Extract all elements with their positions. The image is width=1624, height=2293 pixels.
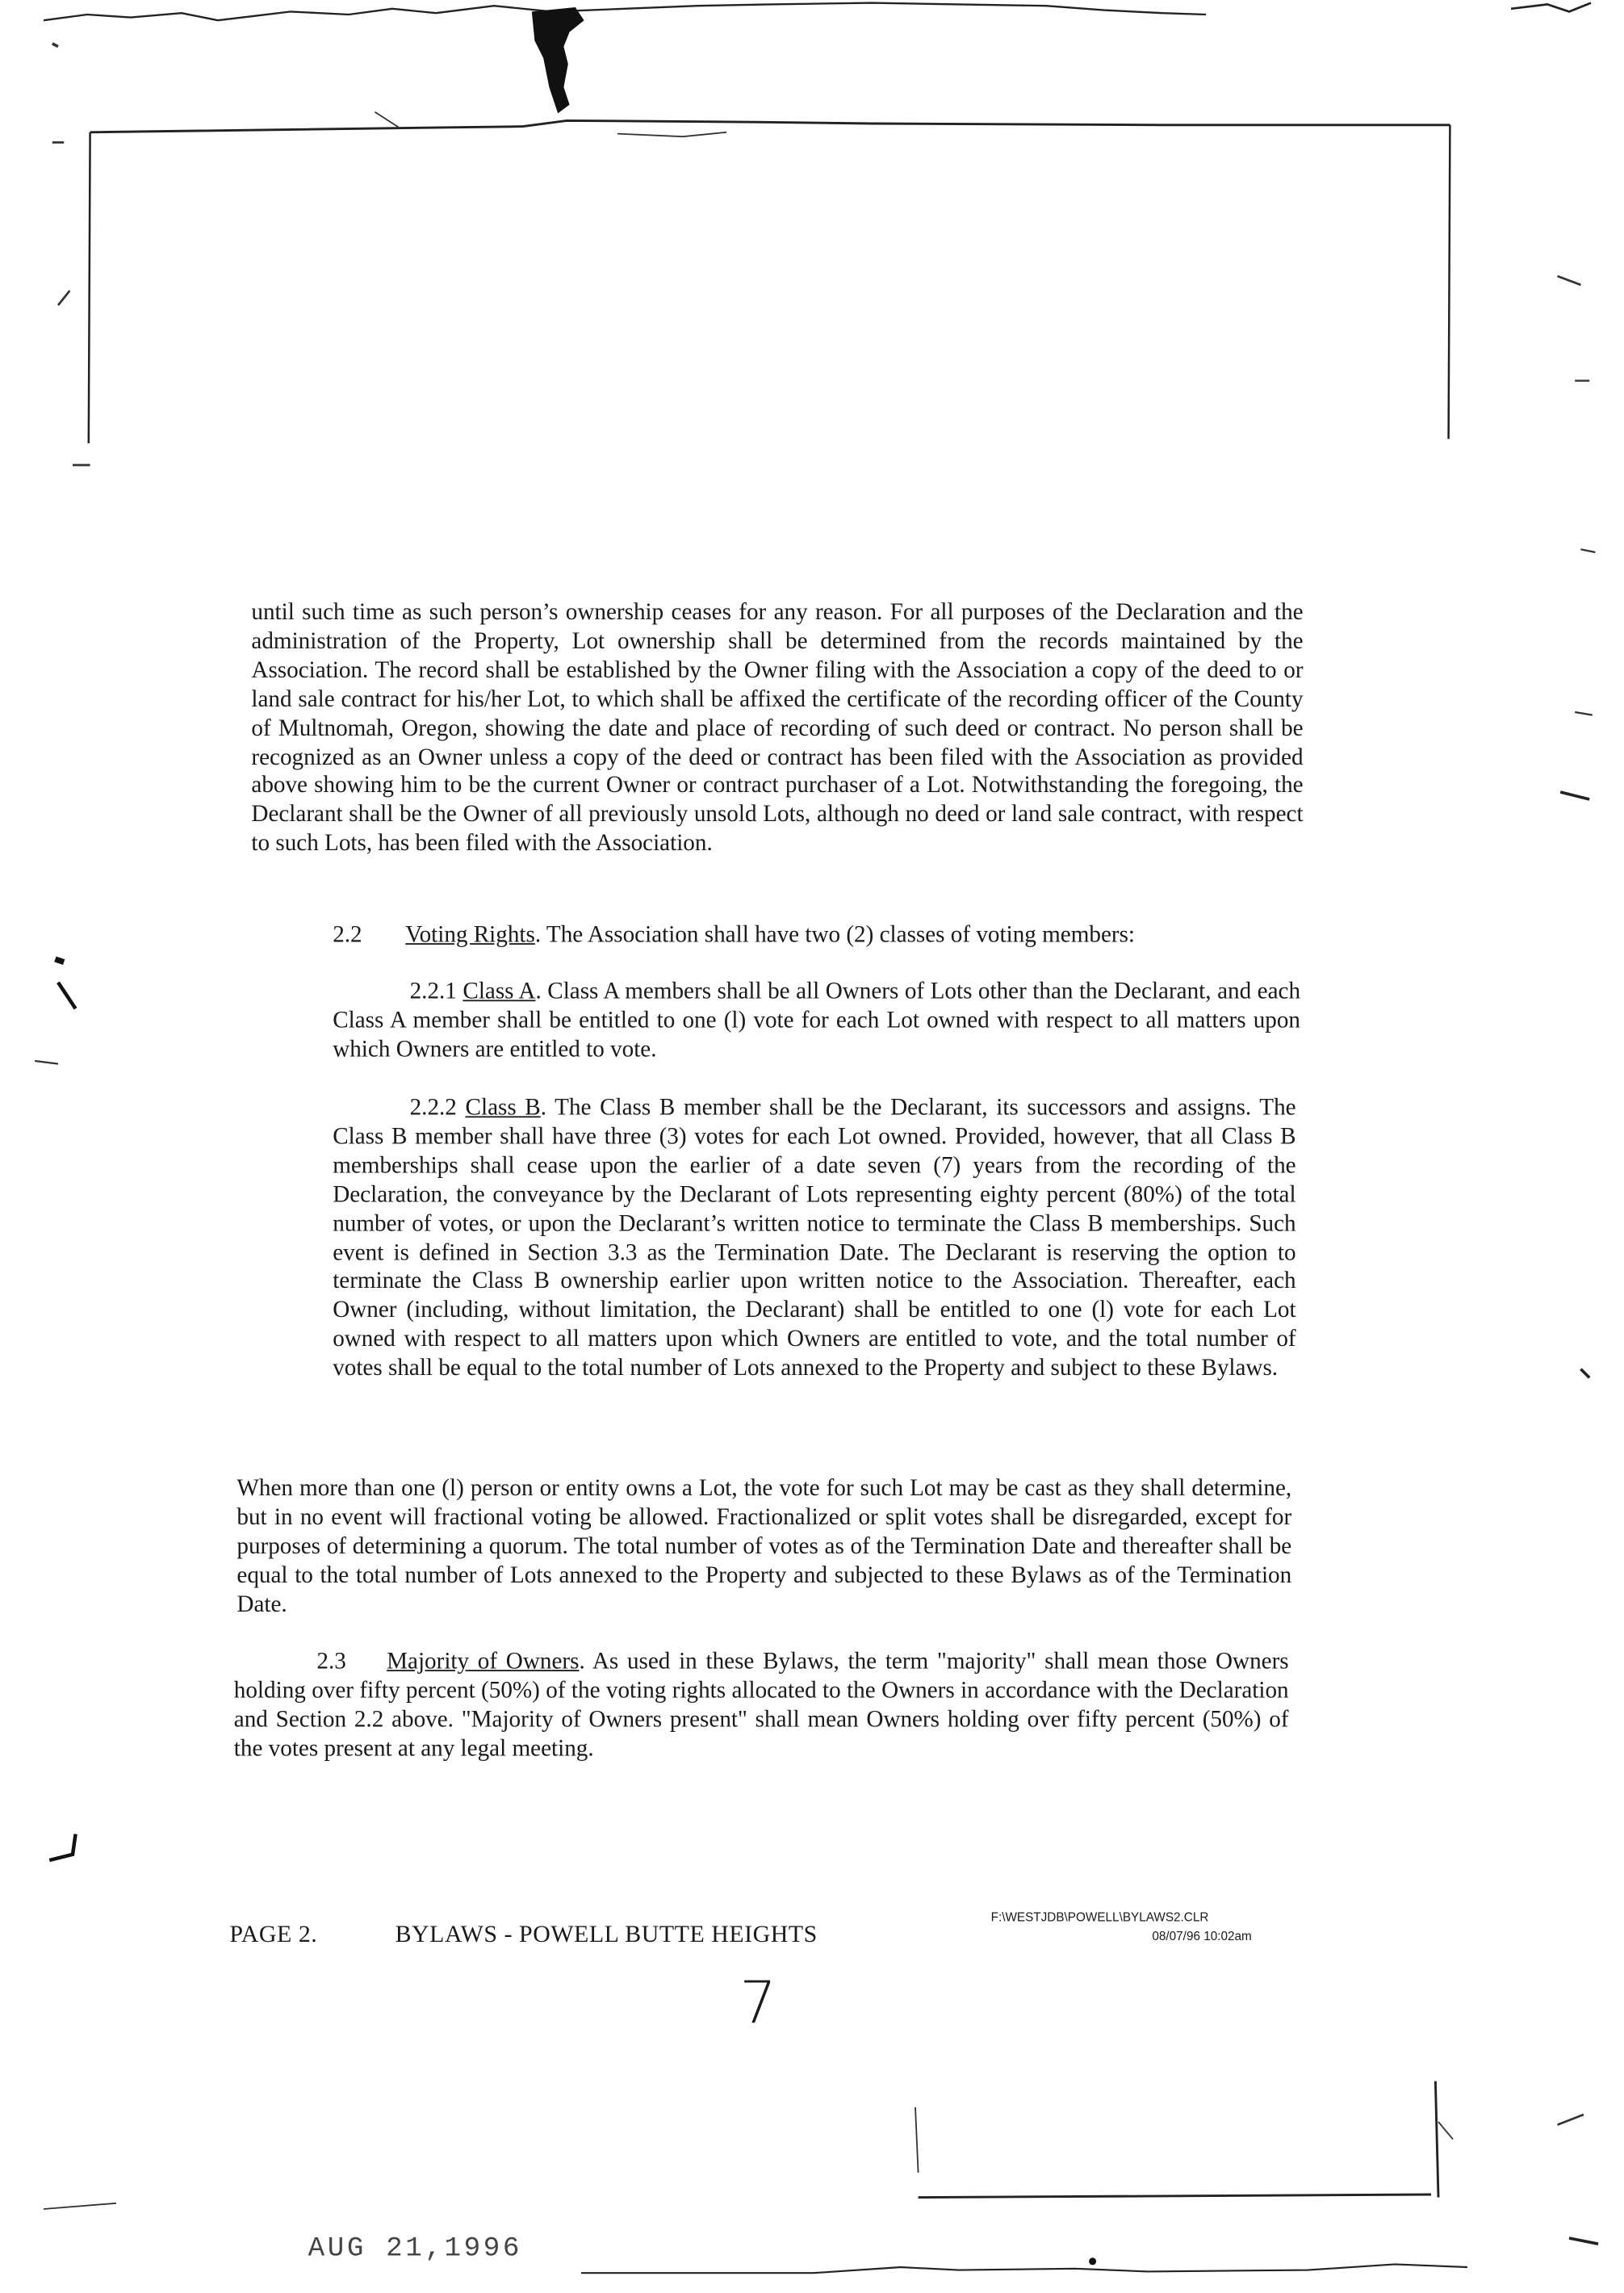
- section-2-2-1: [333, 978, 1300, 1064]
- section-text: . The Class B member shall be the Declarant, its successors and assigns. The Class B member shall have three (3) votes for each Lot owned. Provided, however, that all Class B memberships shall cease upon the earlier of a date seven (7) years from the recording of the Declaration, the conveyance by the Declarant of Lots representing eighty percent (80%) of the total number of votes, or upon the Declarant’s written notice to terminate the Class B memberships. Such event is defined in Section 3.3 as the Termination Date. The Declarant is reserving the option to terminate the Class B ownership earlier upon written notice to the Association. Thereafter, each Owner (including, without limitation, the Declarant) shall be entitled to one (l) vote for each Lot owned with respect to all matters upon which Owners are entitled to vote, and the total number of votes shall be equal to the total number of Lots annexed to the Property and subject to these Bylaws.: [333, 1094, 1296, 1381]
- date-stamp: AUG 21,1996: [308, 2232, 522, 2265]
- section-text: . The Association shall have two (2) classes of voting members:: [534, 921, 1136, 948]
- multiple-owners-paragraph: When more than one (l) person or entity owns a Lot, the vote for such Lot may be cast as they shall determine, but in no event will fractional voting be allowed. Fractionalized or split votes shall be disregarded, except for purposes of determining a quorum. The total number of votes as of the Termination Date and thereafter shall be equal to the total number of Lots annexed to the Property and subjected to these Bylaws as of the Termination Date.: [236, 1475, 1292, 1617]
- continuation-paragraph: until such time as such person’s ownership ceases for any reason. For all purposes of the Declaration and the administration of the Property, Lot ownership shall be determined from the records maintained by the Association. The record shall be established by the Owner filing with the Association a copy of the deed to or land sale contract for his/her Lot, to which shall be affixed the certificate of the recording officer of the County of Multnomah, Oregon, showing the date and place of recording of such deed or contract. No person shall be recognized as an Owner unless a copy of the deed or contract has been filed with the Association as provided above showing him to be the current Owner or contract purchaser of a Lot. Notwithstanding the foregoing, the Declarant shall be the Owner of all previously unsold Lots, although no deed or land sale contract, with respect to such Lots, has been filed with the Association.: [251, 598, 1304, 857]
- section-title: Voting Rights: [405, 921, 535, 948]
- footer-file-date: 08/07/96 10:02am: [1152, 1928, 1252, 1943]
- footer-file-path: F:\WESTJDB\POWELL\BYLAWS2.CLR: [990, 1909, 1209, 1925]
- section-2-3: [234, 1648, 1289, 1763]
- section-2-2: [333, 920, 1306, 949]
- handwritten-page-number: 7: [739, 1970, 777, 2038]
- section-2-2-2: [333, 1094, 1295, 1383]
- section-title: Class B: [465, 1094, 541, 1121]
- section-text: . As used in these Bylaws, the term "majority" shall mean those Owners holding over fifty percent (50%) of the voting rights allocated to the Owners in accordance with the Declaration and Section 2.2 above. "Majority of Owners present" shall mean Owners holding over fifty percent (50%) of the votes present at any legal meeting.: [233, 1648, 1289, 1762]
- section-number: 2.2.1: [409, 978, 457, 1004]
- section-text: . Class A members shall be all Owners of Lots other than the Declarant, and each Class A member shall be entitled to one (l) vote for each Lot owned with respect to all matters upon which Owners are entitled to vote.: [333, 978, 1301, 1063]
- section-number: 2.2: [333, 921, 362, 948]
- footer-page-number: PAGE 2.: [229, 1919, 318, 1947]
- section-title: Class A: [463, 978, 536, 1004]
- section-title: Majority of Owners: [387, 1648, 580, 1675]
- footer-title: BYLAWS - POWELL BUTTE HEIGHTS: [395, 1919, 818, 1947]
- section-number: 2.3: [316, 1648, 346, 1675]
- section-number: 2.2.2: [409, 1094, 457, 1121]
